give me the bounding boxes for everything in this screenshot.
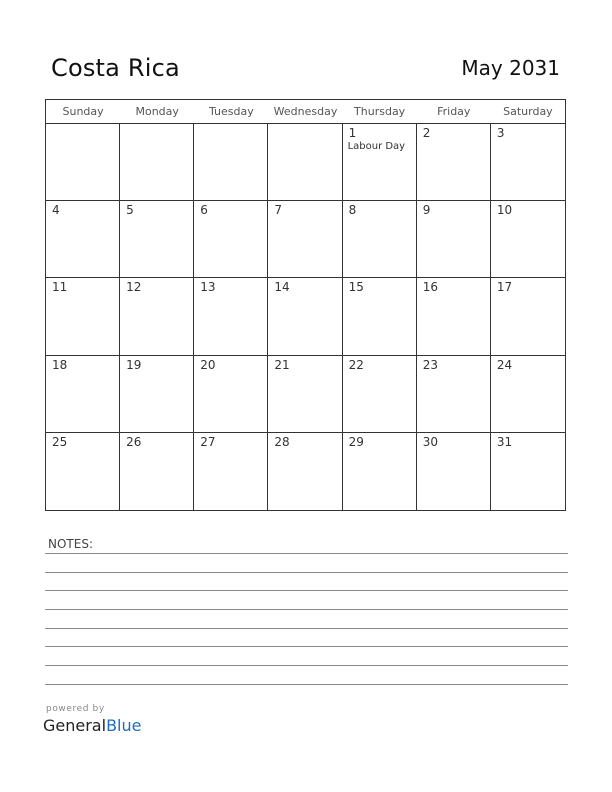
calendar-weeks	[46, 124, 565, 510]
day-number: 21	[274, 357, 290, 372]
day-number: 4	[52, 203, 60, 218]
day-cell	[194, 356, 268, 433]
country-title: Costa Rica	[51, 54, 180, 82]
day-cell	[194, 278, 268, 355]
day-cell	[491, 201, 565, 278]
weekday-friday: Friday	[437, 105, 471, 118]
day-number: 28	[274, 434, 290, 449]
day-cell	[194, 433, 268, 510]
day-cell	[268, 124, 342, 201]
weekday-header-row	[46, 100, 565, 124]
note-line	[45, 628, 568, 629]
day-cell	[343, 201, 417, 278]
day-cell	[120, 124, 194, 201]
day-cell	[46, 433, 120, 510]
day-number: 14	[274, 280, 290, 295]
day-cell	[46, 124, 120, 201]
note-line	[45, 646, 568, 647]
day-number: 1	[348, 126, 357, 140]
day-number: 22	[348, 357, 364, 372]
day-cell	[491, 356, 565, 433]
day-cell	[268, 433, 342, 510]
logo-general-text: General	[43, 716, 107, 735]
day-number: 25	[52, 434, 68, 449]
day-cell	[120, 278, 194, 355]
weekday-sunday: Sunday	[62, 105, 104, 118]
notes-label: NOTES:	[48, 537, 93, 551]
weekday-tuesday: Tuesday	[208, 105, 254, 118]
day-number: 29	[348, 434, 364, 449]
day-cell	[417, 433, 491, 510]
day-number: 24	[496, 357, 513, 372]
day-number: 8	[348, 203, 357, 218]
note-line	[45, 590, 568, 591]
note-line	[45, 684, 568, 685]
weekday-monday: Monday	[135, 105, 179, 118]
day-cell	[46, 356, 120, 433]
day-number: 18	[52, 357, 68, 372]
weekday-saturday: Saturday	[503, 105, 553, 118]
note-line	[45, 572, 568, 573]
day-cell	[343, 356, 417, 433]
day-number: 31	[496, 434, 513, 449]
day-number: 9	[422, 203, 431, 218]
day-number: 19	[126, 357, 142, 372]
day-cell	[417, 278, 491, 355]
day-number: 2	[422, 126, 431, 140]
day-cell	[268, 356, 342, 433]
day-number: 5	[126, 203, 134, 218]
day-cell	[491, 278, 565, 355]
note-line	[45, 609, 568, 610]
day-number: 11	[52, 280, 68, 295]
day-number: 15	[348, 280, 364, 295]
powered-by-text: powered by	[46, 704, 105, 714]
day-number: 26	[126, 434, 142, 449]
day-cell	[417, 356, 491, 433]
day-cell	[417, 201, 491, 278]
day-cell	[46, 278, 120, 355]
day-cell	[491, 433, 565, 510]
day-cell	[343, 278, 417, 355]
holiday-label: Labour Day	[347, 141, 406, 152]
note-line	[45, 665, 568, 666]
day-cell	[120, 356, 194, 433]
day-number: 16	[422, 280, 438, 295]
day-number: 23	[422, 357, 438, 372]
day-number: 6	[200, 203, 208, 218]
day-number: 12	[126, 280, 142, 295]
day-cell	[194, 201, 268, 278]
logo-blue-text: Blue	[106, 716, 142, 735]
day-number: 20	[200, 357, 216, 372]
day-number: 7	[274, 203, 283, 218]
month-title: May 2031	[461, 56, 560, 80]
weekday-wednesday: Wednesday	[273, 105, 338, 118]
day-cell	[491, 124, 565, 201]
note-line	[45, 553, 568, 554]
generalblue-logo	[43, 716, 141, 735]
calendar-grid	[45, 99, 566, 511]
day-number: 13	[200, 280, 216, 295]
day-number: 3	[496, 126, 505, 140]
day-number: 27	[200, 434, 216, 449]
day-cell	[268, 278, 342, 355]
weekday-thursday: Thursday	[354, 105, 406, 118]
day-number: 10	[496, 203, 513, 218]
day-cell	[343, 433, 417, 510]
day-cell	[268, 201, 342, 278]
day-cell	[417, 124, 491, 201]
day-cell	[120, 433, 194, 510]
day-cell	[120, 201, 194, 278]
day-cell	[343, 124, 417, 201]
day-cell	[46, 201, 120, 278]
day-number: 30	[422, 434, 438, 449]
day-number: 17	[496, 280, 513, 295]
day-cell	[194, 124, 268, 201]
